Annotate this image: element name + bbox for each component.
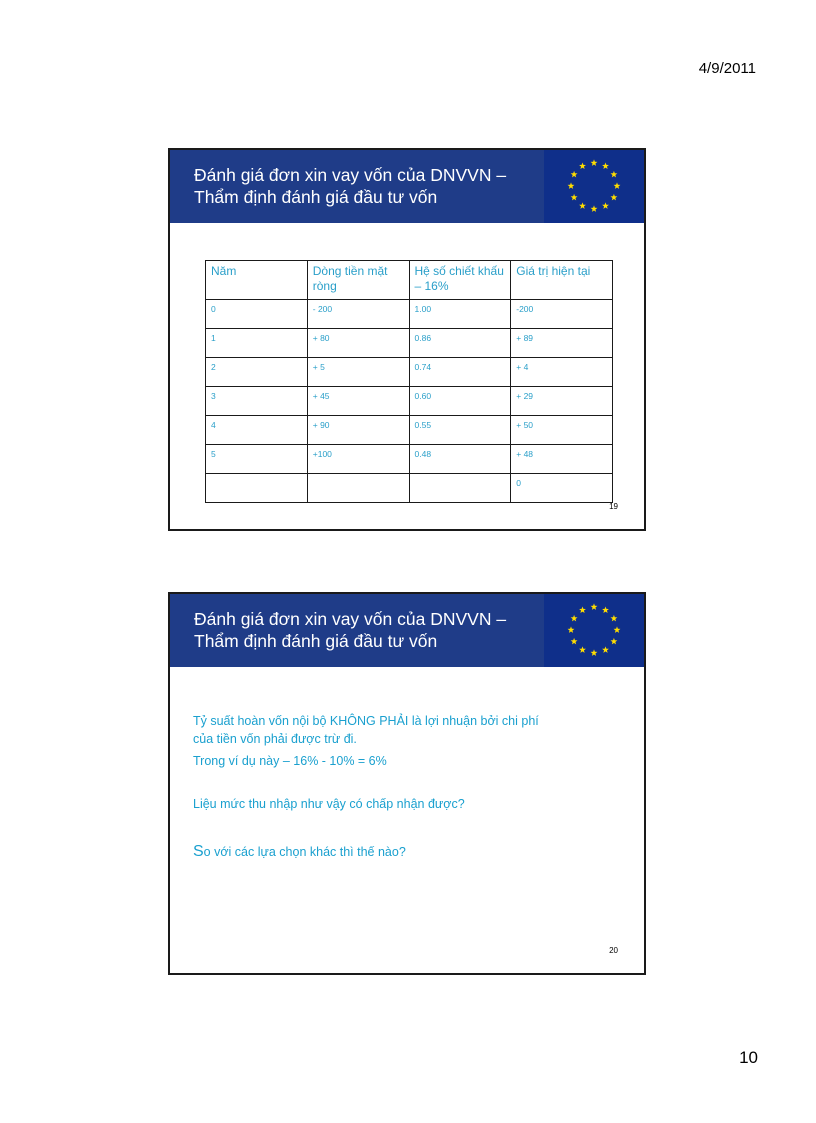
table-cell: 0.74 (409, 358, 511, 387)
table-cell (409, 474, 511, 503)
star-icon (602, 202, 609, 209)
table-row (206, 300, 613, 329)
star-icon (579, 646, 586, 653)
star-icon (591, 603, 598, 610)
star-icon (579, 162, 586, 169)
star-icon (591, 205, 598, 212)
title-line-2: Thẩm định đánh giá đầu tư vốn (194, 187, 438, 207)
header-cell: Dòng tiền mặt ròng (307, 261, 409, 300)
star-icon (610, 171, 617, 178)
star-icon (602, 162, 609, 169)
header-cell: Hệ số chiết khấu – 16% (409, 261, 511, 300)
star-icon (571, 638, 578, 645)
eu-flag-icon (544, 594, 644, 667)
table-cell: + 89 (511, 329, 613, 358)
page-number: 10 (739, 1048, 758, 1067)
slide-title (170, 594, 544, 667)
star-icon (614, 626, 621, 633)
slide-19 (168, 148, 646, 531)
body-line: Liệu mức thu nhập như vậy có chấp nhận được? (193, 797, 465, 811)
table-cell: - 200 (307, 300, 409, 329)
table-cell: 0.86 (409, 329, 511, 358)
table-row (206, 329, 613, 358)
star-icon (602, 646, 609, 653)
table-row (206, 416, 613, 445)
table-cell: + 45 (307, 387, 409, 416)
table-cell: + 4 (511, 358, 613, 387)
body-line (193, 843, 633, 861)
star-icon (614, 182, 621, 189)
header-cell: Giá trị hiện tại (511, 261, 613, 300)
title-line-2: Thẩm định đánh giá đầu tư vốn (194, 631, 438, 651)
star-icon (610, 194, 617, 201)
table-cell: +100 (307, 445, 409, 474)
slide-header (170, 594, 644, 667)
star-icon (591, 159, 598, 166)
star-icon (568, 182, 575, 189)
cash-flow-table (205, 260, 613, 503)
table-cell: + 80 (307, 329, 409, 358)
eu-flag-icon (544, 150, 644, 223)
table-cell: + 48 (511, 445, 613, 474)
table-cell: 0 (511, 474, 613, 503)
table-cell: + 90 (307, 416, 409, 445)
body-line: Trong ví dụ này – 16% - 10% = 6% (193, 754, 387, 768)
star-icon (571, 171, 578, 178)
title-line-1: Đánh giá đơn xin vay vốn của DNVVN – (194, 609, 507, 629)
star-icon (571, 615, 578, 622)
table-row (206, 474, 613, 503)
table-row (206, 358, 613, 387)
table-cell: 0 (206, 300, 308, 329)
slide-header (170, 150, 644, 223)
table-cell: 1 (206, 329, 308, 358)
table-cell: 2 (206, 358, 308, 387)
table-cell: -200 (511, 300, 613, 329)
table-cell (307, 474, 409, 503)
body-line: của tiền vốn phải được trừ đi. (193, 732, 357, 746)
body-line: Tỷ suất hoàn vốn nội bộ KHÔNG PHẢI là lợi nhuận bởi chi phí (193, 714, 539, 728)
body-initial: S (193, 843, 204, 860)
slide-number: 20 (609, 946, 618, 955)
table-cell: 5 (206, 445, 308, 474)
star-icon (579, 606, 586, 613)
star-icon (571, 194, 578, 201)
table-cell: + 5 (307, 358, 409, 387)
slide-number: 19 (609, 502, 618, 511)
table-cell: + 50 (511, 416, 613, 445)
table-cell: 0.55 (409, 416, 511, 445)
star-icon (579, 202, 586, 209)
table-cell (206, 474, 308, 503)
title-line-1: Đánh giá đơn xin vay vốn của DNVVN – (194, 165, 507, 185)
table-cell: 3 (206, 387, 308, 416)
star-icon (610, 615, 617, 622)
table-row (206, 387, 613, 416)
table-header-row (206, 261, 613, 300)
body-rest: o với các lựa chọn khác thì thế nào? (203, 845, 406, 859)
star-icon (610, 638, 617, 645)
table-cell: 1.00 (409, 300, 511, 329)
header-cell: Năm (206, 261, 308, 300)
slide-title (170, 150, 544, 223)
star-icon (602, 606, 609, 613)
page-date: 4/9/2011 (698, 60, 756, 77)
table-cell: 0.60 (409, 387, 511, 416)
table-cell: 0.48 (409, 445, 511, 474)
table-cell: + 29 (511, 387, 613, 416)
slide-20 (168, 592, 646, 975)
slide-body (193, 712, 633, 861)
star-icon (591, 649, 598, 656)
star-icon (568, 626, 575, 633)
table-cell: 4 (206, 416, 308, 445)
table-row (206, 445, 613, 474)
